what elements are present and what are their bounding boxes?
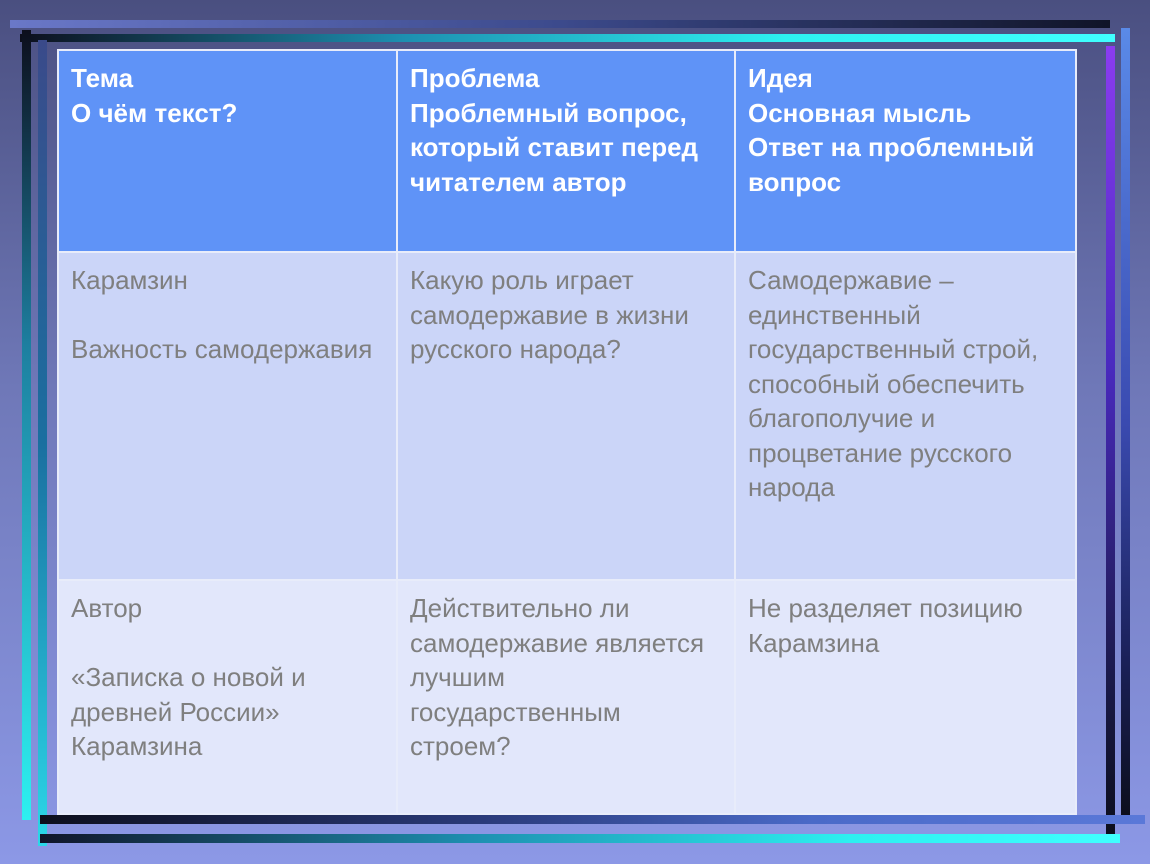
cell-theme-topic: «Записка о новой и древней России» Карамзина — [71, 662, 306, 761]
frame-bar-right-inner — [1106, 46, 1115, 836]
cell-theme-author: Карамзин — [71, 265, 188, 295]
header-idea — [735, 50, 1076, 252]
cell-problem — [397, 252, 735, 580]
table-row — [58, 252, 1076, 580]
frame-bar-left-inner — [38, 40, 47, 846]
header-theme-subtitle: О чём текст? — [71, 97, 238, 128]
cell-theme-topic: Важность самодержавия — [71, 334, 373, 364]
header-problem — [397, 50, 735, 252]
header-problem-subtitle: Проблемный вопрос, который ставит перед читателем автор — [410, 97, 699, 197]
header-idea-title: Идея — [748, 63, 813, 93]
cell-idea — [735, 580, 1076, 814]
frame-bar-bottom-outer — [40, 834, 1120, 843]
header-idea-note: Ответ на проблемный вопрос — [748, 132, 1035, 197]
cell-idea — [735, 252, 1076, 580]
analysis-table — [57, 49, 1077, 815]
header-problem-title: Проблема — [410, 63, 540, 93]
frame-bar-bottom-inner — [40, 815, 1145, 824]
frame-bar-right-outer — [1121, 28, 1130, 818]
cell-idea-text: Не разделяет позицию Карамзина — [748, 593, 1023, 658]
cell-problem-text: Действительно ли самодержавие является лучшим государственным строем? — [410, 593, 705, 761]
table-row — [58, 580, 1076, 814]
frame-bar-left-outer — [22, 30, 31, 820]
header-theme-title: Тема — [71, 63, 134, 93]
cell-problem — [397, 580, 735, 814]
frame-bar-top-outer — [10, 20, 1110, 28]
cell-theme — [58, 580, 397, 814]
cell-theme — [58, 252, 397, 580]
frame-bar-top-inner — [20, 34, 1115, 42]
table-header-row — [58, 50, 1076, 252]
header-theme — [58, 50, 397, 252]
cell-problem-text: Какую роль играет самодержавие в жизни русского народа? — [410, 265, 689, 364]
header-idea-subtitle: Основная мысль — [748, 97, 972, 128]
cell-idea-text: Самодержавие – единственный государственный строй, способный обеспечить благополучие и процветание русского народа — [748, 265, 1039, 502]
cell-theme-author: Автор — [71, 593, 143, 623]
